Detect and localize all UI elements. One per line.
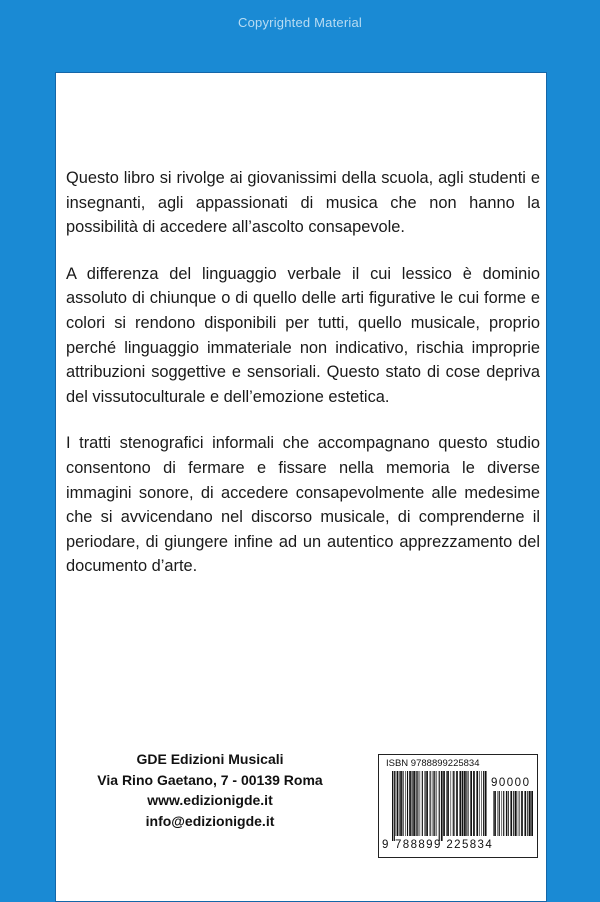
blurb-paragraph-1: Questo libro si rivolge ai giovanissimi della scuola, agli studenti e insegnanti, agli appassionati di musica che non hanno la possibilità di accedere all’ascolto consapevole.	[66, 169, 540, 237]
publisher-website: www.edizionigde.it	[147, 792, 273, 808]
copyright-watermark: Copyrighted Material	[238, 15, 362, 30]
barcode-bars	[392, 771, 488, 841]
publisher-name: GDE Edizioni Musicali	[136, 751, 284, 767]
publisher-info	[56, 749, 364, 831]
price-code: 90000	[491, 777, 531, 789]
blurb-paragraph-2: A differenza del linguaggio verbale il cui lessico è dominio assoluto di chiunque o di quello delle arti figurative le cui forme e colori si rendono disponibili per tutti, quello musicale, proprio perché linguaggio immateriale non indicativo, rischia improprie attribuzioni soggettive e sensoriali. Questo stato di cose depriva del vissutoculturale e dell’emozione estetica.	[66, 264, 540, 406]
addon-barcode-bars	[493, 791, 533, 841]
isbn-label: ISBN 9788899225834	[386, 758, 480, 769]
barcode-digits: 788899 225834	[395, 839, 494, 851]
publisher-email: info@edizionigde.it	[145, 812, 275, 829]
publisher-address: Via Rino Gaetano, 7 - 00139 Roma	[97, 771, 323, 788]
text-panel	[55, 72, 547, 902]
barcode-lead-digit: 9	[382, 839, 389, 851]
blurb-paragraph-3: I tratti stenografici informali che accompagnano questo studio consentono di fermare e fissare nella memoria le diverse immagini sonore, di accedere consapevolmente alle medesime che si avvicendano nel discorso musicale, di comprenderne il periodare, di giungere infine ad un autentico apprezzamento del documento d’arte.	[66, 434, 540, 576]
blurb	[66, 166, 540, 601]
isbn-barcode	[378, 754, 538, 858]
